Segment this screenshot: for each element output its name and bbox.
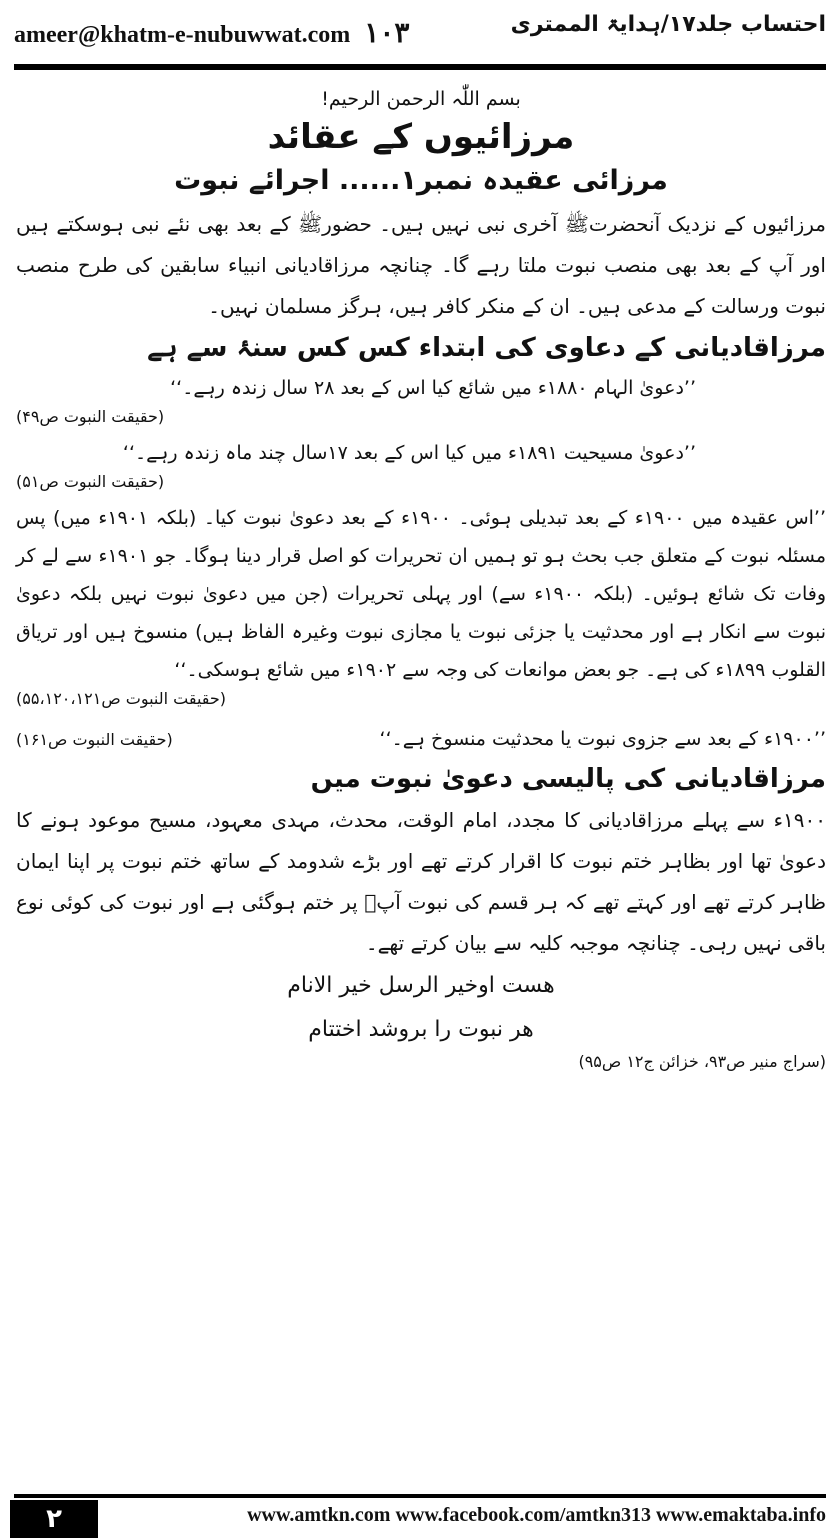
header-email: ameer@khatm-e-nubuwwat.com bbox=[14, 22, 351, 48]
reference-2: (حقیقت النبوت ص۵۱) bbox=[16, 472, 165, 491]
verse-line-1: هست اوخیر الرسل خیر الانام bbox=[287, 973, 555, 998]
footer-page-number: ۲ bbox=[10, 1500, 98, 1538]
reference-1: (حقیقت النبوت ص۴۹) bbox=[16, 407, 165, 426]
verse-line-2: هر نبوت را بروشد اختتام bbox=[308, 1017, 534, 1042]
quote-2: ’’دعویٰ مسیحیت ۱۸۹۱ء میں کیا اس کے بعد ۱۷سال چند ماہ زندہ رہے۔‘‘ bbox=[122, 442, 696, 464]
subtitle: مرزائی عقیدہ نمبر۱...... اجرائے نبوت bbox=[174, 165, 668, 196]
reference-3: (حقیقت النبوت ص۵۵،۱۲۰،۱۲۱) bbox=[16, 689, 227, 708]
reference-5: (سراج منیر ص۹۳، خزائن ج۱۲ ص۹۵) bbox=[578, 1052, 826, 1071]
paragraph-1: مرزائیوں کے نزدیک آنحضرتﷺ آخری نبی نہیں ہیں۔ حضورﷺ کے بعد بھی نئے نبی ہوسکتے ہیں اور آپ کے بعد بھی منصب نبوت ملتا رہے گا۔ چنانچہ مرزاقادیانی انبیاء سابقین کی طرح منصب نبوت ورسالت کے مدعی ہیں۔ ان کے منکر کافر ہیں، ہرگز مسلمان نہیں۔ bbox=[16, 212, 826, 318]
header-book-title: احتساب جلد۱۷/ہدایۃ الممتری bbox=[510, 12, 826, 37]
page-title: مرزائیوں کے عقائد bbox=[267, 117, 575, 157]
quote-4: ’’۱۹۰۰ء کے بعد سے جزوی نبوت یا محدثیت منسوخ ہے۔‘‘ bbox=[379, 728, 826, 750]
page-header bbox=[14, 2, 826, 60]
quote-1: ’’دعویٰ الہام ۱۸۸۰ء میں شائع کیا اس کے بعد ۲۸ سال زندہ رہے۔‘‘ bbox=[170, 377, 696, 399]
header-left bbox=[14, 16, 409, 50]
bismillah: بسم اللّٰہ الرحمن الرحیم! bbox=[321, 88, 521, 110]
footer-rule bbox=[14, 1494, 826, 1498]
header-page-number: ۱۰۳ bbox=[364, 18, 410, 49]
footer-links: www.amtkn.com www.facebook.com/amtkn313 www.emaktaba.info bbox=[247, 1504, 826, 1526]
paragraph-2: ۱۹۰۰ء سے پہلے مرزاقادیانی کا مجدد، امام الوقت، محدث، مہدی معہود، مسیح موعود ہونے کا دعویٰ تھا اور بظاہر ختم نبوت کا اقرار کرتے تھے اور بڑے شدومد کے ساتھ ختم نبوت پر اپنا ایمان ظاہر کرتے تھے اور کہتے تھے کہ ہر قسم کی نبوت آپؐ پر ختم ہوگئی ہے اور نبوت کی کوئی نوع باقی نہیں رہی۔ چنانچہ موجبہ کلیہ سے بیان کرتے تھے۔ bbox=[16, 808, 826, 955]
page-content bbox=[16, 84, 826, 1079]
section-heading-1: مرزاقادیانی کے دعاوی کی ابتداء کس کس سنۂ سے ہے bbox=[147, 333, 826, 363]
reference-4: (حقیقت النبوت ص۱۶۱) bbox=[16, 730, 173, 749]
quote-3: ’’اس عقیدہ میں ۱۹۰۰ء کے بعد تبدیلی ہوئی۔ ۱۹۰۰ء کے بعد دعویٰ نبوت کیا۔ (بلکہ ۱۹۰۱ء میں) پس مسئلہ نبوت کے متعلق جب بحث ہو تو ہمیں ان تحریرات کو اصل قرار دینا ہوگا۔ جو ۱۹۰۱ء سے لے کر وفات تک شائع ہوئیں۔ (بلکہ ۱۹۰۰ء سے) اور پہلی تحریرات (جن میں دعویٰ نبوت نہیں بلکہ دعویٰ نبوت سے انکار ہے اور محدثیت یا جزئی نبوت یا مجازی نبوت وغیرہ الفاظ ہیں) منسوخ ہیں اور تریاق القلوب ۱۸۹۹ء کی ہے۔ جو بعض موانعات کی وجہ سے ۱۹۰۲ء میں شائع ہوسکی۔‘‘ bbox=[16, 507, 826, 681]
quote-4-row bbox=[16, 716, 826, 758]
header-rule bbox=[14, 64, 826, 70]
section-heading-2: مرزاقادیانی کی پالیسی دعویٰ نبوت میں bbox=[310, 764, 826, 794]
